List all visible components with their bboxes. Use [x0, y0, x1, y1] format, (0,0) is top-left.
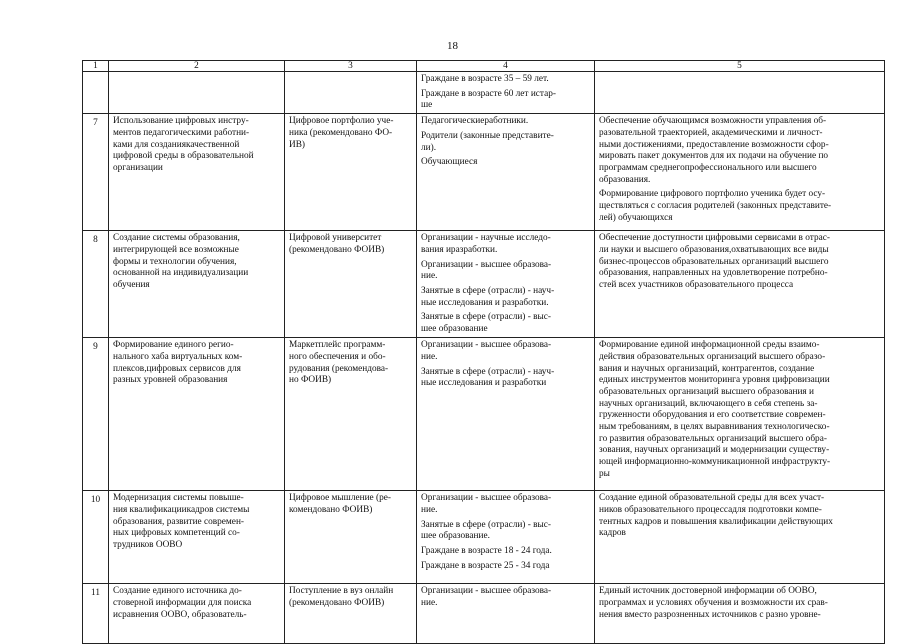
text-line: Граждане в возрасте 35 – 59 лет.: [421, 74, 549, 84]
text-line: ИВ): [289, 139, 306, 150]
target-group-cell: [417, 231, 595, 338]
text-line: шее образование.: [421, 531, 490, 542]
text-line: ников образовательного процессадля подготовки компе-: [599, 504, 822, 515]
text-line: вания и научных организаций, контрагентов, создание: [599, 363, 815, 374]
project-cell: [285, 72, 417, 114]
text-line: программам среднегопрофессионального или высшего: [599, 162, 817, 173]
header-row: [83, 61, 885, 72]
paragraph: [421, 131, 590, 154]
text-line: рудования (рекомендова-: [289, 363, 389, 374]
text-line: Использование цифровых инстру-: [113, 116, 249, 127]
table-row: [83, 338, 885, 491]
text-line: груженности оборудования и его соответствие современ-: [599, 410, 826, 421]
text-line: Обеспечение доступности цифровыми сервисами в отрас-: [599, 233, 830, 244]
project-cell: [285, 114, 417, 231]
paragraph: [421, 74, 590, 86]
target-group-cell: [417, 114, 595, 231]
text-line: Занятые в сфере (отрасли) - науч-: [421, 285, 555, 296]
target-group-cell: [417, 491, 595, 584]
paragraph: [421, 493, 590, 516]
paragraph: [421, 520, 590, 543]
text-line: ных цифровых компетенций со-: [113, 528, 240, 539]
text-line: Обеспечение обучающимся возможности управления об-: [599, 116, 827, 127]
text-line: тентных кадров и повышения квалификации действующих: [599, 516, 833, 527]
text-line: основанной на индивидуализации: [113, 268, 249, 279]
text-line: Создание системы образования,: [113, 233, 240, 244]
paragraph: [421, 286, 590, 309]
row-number: [83, 72, 109, 114]
row-number: 8: [83, 231, 109, 338]
paragraph: [421, 340, 590, 363]
text-line: ли науки и высшего образования,охватывающих все виды: [599, 244, 829, 255]
text-line: формы и технологии обучения,: [113, 256, 237, 267]
text-line: Занятые в сфере (отрасли) - науч-: [421, 366, 555, 377]
result-cell: [595, 584, 885, 644]
text-line: ние.: [421, 271, 438, 282]
text-line: Организации - высшее образова-: [421, 340, 552, 351]
text-line: действия образовательных организаций высшего образо-: [599, 351, 826, 362]
text-line: го развития образовательных организаций высшего обра-: [599, 433, 827, 444]
text-line: научных организаций, включающего в себя степень за-: [599, 398, 818, 409]
text-line: Организации - высшее образова-: [421, 586, 552, 597]
project-cell: [285, 338, 417, 491]
project-cell: [285, 491, 417, 584]
text-line: но ФОИВ): [289, 375, 332, 386]
text-line: Маркетплейс программ-: [289, 340, 386, 351]
text-line: (рекомендовано ФОИВ): [289, 597, 385, 608]
text-line: ные исследования и разработки.: [421, 297, 549, 308]
paragraph: [421, 546, 590, 558]
target-group-cell: [417, 338, 595, 491]
text-line: образования.: [599, 174, 651, 185]
project-cell: [285, 231, 417, 338]
column-header: 3: [285, 61, 417, 72]
text-line: Занятые в сфере (отрасли) - выс-: [421, 519, 552, 530]
text-line: ние.: [421, 597, 438, 608]
text-line: Граждане в возрасте 25 - 34 года: [421, 560, 550, 571]
text-line: Поступление в вуз онлайн: [289, 586, 394, 597]
measure-cell: [109, 491, 285, 584]
text-line: стоверной информации для поиска: [113, 597, 252, 608]
column-header: 5: [595, 61, 885, 72]
text-line: ние.: [421, 504, 438, 515]
measure-cell: [109, 584, 285, 644]
target-group-cell: [417, 72, 595, 114]
paragraph: [599, 189, 880, 224]
text-line: комендовано ФОИВ): [289, 504, 373, 515]
result-cell: [595, 72, 885, 114]
text-line: Единый источник достоверной информации об ООВО,: [599, 586, 817, 597]
paragraph: [421, 586, 590, 609]
table-row: [83, 231, 885, 338]
paragraph: [599, 233, 880, 292]
target-group-cell: [417, 584, 595, 644]
text-line: разных уровней образования: [113, 375, 228, 386]
measure-cell: [109, 338, 285, 491]
text-line: трудников ООВО: [113, 539, 183, 550]
paragraph: [421, 89, 590, 112]
text-line: (рекомендовано ФОИВ): [289, 244, 385, 255]
text-line: Цифровое портфолио уче-: [289, 116, 394, 127]
text-line: ментов педагогическими работни-: [113, 127, 250, 138]
text-line: единых инструментов мониторинга уровня цифровизации: [599, 375, 830, 386]
text-line: ния квалификациикадров системы: [113, 504, 250, 515]
text-line: ше: [421, 100, 433, 111]
text-line: ным требованиям, в целях выравнивания технологическо-: [599, 422, 830, 433]
text-line: мировать пакет документов для их подачи на обучение по: [599, 151, 829, 162]
text-line: организации: [113, 162, 163, 173]
text-line: ного обеспечения и обо-: [289, 351, 386, 362]
text-line: Модернизация системы повыше-: [113, 493, 244, 504]
text-line: зования, научных организаций и модернизации существу-: [599, 445, 830, 456]
text-line: стей всех участников образовательного процесса: [599, 279, 794, 290]
paragraph: [599, 116, 880, 186]
table-row: [83, 72, 885, 114]
text-line: Формирование единой информационной среды взаимо-: [599, 340, 820, 351]
result-cell: [595, 114, 885, 231]
text-line: ществляться с согласия родителей (законных представите-: [599, 201, 832, 212]
result-cell: [595, 491, 885, 584]
text-line: программах и условиях обучения и возможности их срав-: [599, 597, 828, 608]
text-line: бизнес-процессов образовательных организаций высшего: [599, 256, 829, 267]
paragraph: [599, 586, 880, 621]
text-line: интегрирующей все возможные: [113, 244, 239, 255]
text-line: кадров: [599, 528, 626, 539]
paragraph: [421, 561, 590, 573]
paragraph: [599, 340, 880, 480]
text-line: Граждане в возрасте 18 - 24 года.: [421, 545, 552, 556]
text-line: ные исследования и разработки: [421, 378, 547, 389]
page-number: 18: [447, 40, 458, 52]
text-line: Организации - высшее образова-: [421, 259, 552, 270]
text-line: ника (рекомендовано ФО-: [289, 127, 393, 138]
text-line: нального хаба виртуальных ком-: [113, 351, 243, 362]
text-line: нения вместо разрозненных источников с разно уровне-: [599, 609, 821, 620]
text-line: образования, развитие современ-: [113, 516, 245, 527]
measure-cell: [109, 114, 285, 231]
paragraph: [421, 367, 590, 390]
row-number: 9: [83, 338, 109, 491]
text-line: Педагогическиеработники.: [421, 116, 529, 127]
text-line: ры: [599, 468, 610, 479]
paragraph: [599, 493, 880, 540]
text-line: Обучающиеся: [421, 157, 478, 168]
text-line: ли).: [421, 142, 437, 153]
text-line: шее образование: [421, 324, 488, 335]
paragraph: [421, 157, 590, 169]
table-row: [83, 491, 885, 584]
paragraph: [421, 233, 590, 256]
table-row: [83, 584, 885, 644]
text-line: ние.: [421, 351, 438, 362]
text-line: вания иразработки.: [421, 244, 498, 255]
paragraph: [421, 260, 590, 283]
column-header: 1: [83, 61, 109, 72]
text-line: лей) обучающихся: [599, 212, 673, 223]
measure-cell: [109, 72, 285, 114]
row-number: 7: [83, 114, 109, 231]
text-line: исравнения ООВО, образователь-: [113, 609, 247, 620]
text-line: Формирование цифрового портфолио ученика будет осу-: [599, 189, 826, 200]
text-line: Организации - научные исследо-: [421, 233, 551, 244]
text-line: ющей информационно-коммуникационной инфраструкту-: [599, 457, 831, 468]
text-line: ками для созданиякачественной: [113, 139, 240, 150]
measure-cell: [109, 231, 285, 338]
result-cell: [595, 231, 885, 338]
measures-table: [82, 60, 885, 644]
text-line: Занятые в сфере (отрасли) - выс-: [421, 312, 552, 323]
row-number: 11: [83, 584, 109, 644]
row-number: 10: [83, 491, 109, 584]
table-row: [83, 114, 885, 231]
text-line: образования, направленных на удовлетворение потребно-: [599, 268, 828, 279]
text-line: Цифровой университет: [289, 233, 382, 244]
project-cell: [285, 584, 417, 644]
text-line: Граждане в возрасте 60 лет истар-: [421, 88, 556, 99]
text-line: Организации - высшее образова-: [421, 493, 552, 504]
text-line: Родители (законные представите-: [421, 130, 554, 141]
result-cell: [595, 338, 885, 491]
paragraph: [421, 312, 590, 335]
text-line: Цифровое мышление (ре-: [289, 493, 391, 504]
text-line: Создание единого источника до-: [113, 586, 242, 597]
text-line: образовательных организаций высшего образования и: [599, 386, 815, 397]
text-line: ными достижениями, предоставление возможности сфор-: [599, 139, 829, 150]
text-line: Создание единой образовательной среды для всех участ-: [599, 493, 825, 504]
column-header: 4: [417, 61, 595, 72]
text-line: обучения: [113, 279, 150, 290]
paragraph: [421, 116, 590, 128]
text-line: плексов,цифровых сервисов для: [113, 363, 241, 374]
text-line: цифровой среды в образовательной: [113, 151, 254, 162]
column-header: 2: [109, 61, 285, 72]
text-line: Формирование единого регио-: [113, 340, 234, 351]
text-line: разовательной траекторией, академическими и личност-: [599, 127, 823, 138]
